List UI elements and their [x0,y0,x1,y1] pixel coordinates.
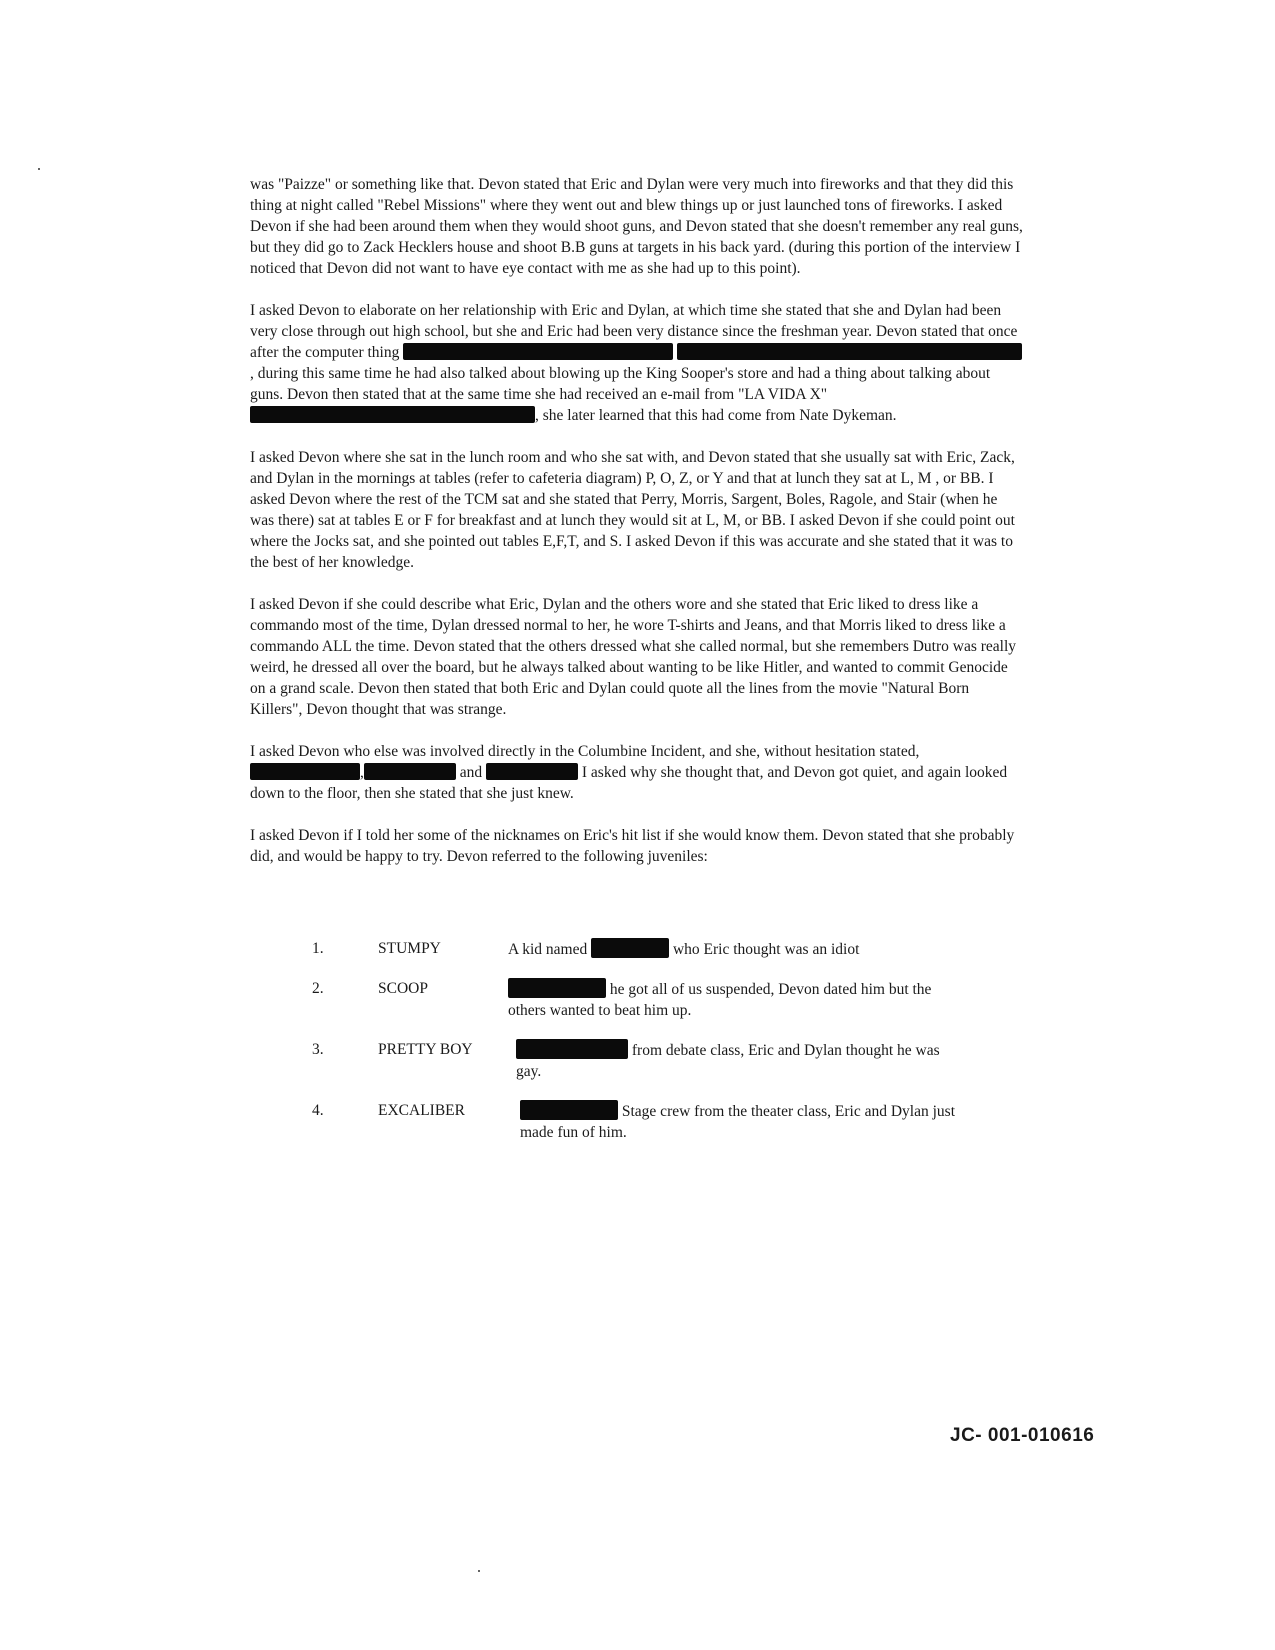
redaction-bar [591,938,669,958]
list-item-number: 1. [312,940,324,957]
redaction-bar [508,978,606,998]
relationship-text-a: I asked Devon to elaborate on her relationship with Eric and Dylan, at which time she stated that she and Dylan had been very close through out high school, but she and Eric had been very distance since the freshman year. Devon stated that once after the computer thing [250,302,1018,361]
list-item-nickname: PRETTY BOY [378,1041,473,1058]
involvement-and: and [459,764,483,781]
paragraph-relationship [250,300,1025,426]
redaction-bar [486,763,578,780]
scan-speck [38,168,40,170]
list-item-nickname: STUMPY [378,940,441,957]
paragraph-nicknames: I asked Devon if I told her some of the nicknames on Eric's hit list if she would know them. Devon stated that she probably did, and would be happy to try. Devon referred to the following juveniles: [250,827,1015,865]
redaction-bar [516,1039,628,1059]
bates-number: JC- 001-010616 [950,1425,1095,1446]
report-body [250,174,1025,888]
relationship-text-b: , during this same time he had also talked about blowing up the King Sooper's store and had a thing about talking about guns. Devon then stated that at the same time she had received an e-mail from "LA VIDA X" [250,365,991,403]
list-item-number: 2. [312,980,324,997]
list-item-description: he got all of us suspended, Devon dated him but the others wanted to beat him up. [508,978,1008,1021]
involvement-text-b: I asked why she thought that, and Devon got quiet, and again looked down to the floor, then she stated that she just knew. [250,764,1008,802]
involvement-text-a: I asked Devon who else was involved directly in the Columbine Incident, and she, without hesitation stated, [250,743,920,760]
redaction-bar [403,343,673,360]
paragraph-clothing: I asked Devon if she could describe what Eric, Dylan and the others wore and she stated that Eric liked to dress like a commando most of the time, Dylan dressed normal to her, he wore T-shirts and Jeans, and that Morris liked to dress like a commando ALL the time. Devon stated that the others dressed what she called normal, but she remembers Dutro was really weird, he dressed all over the board, but he always talked about wanting to be like Hitler, and wanted to commit Genocide on a grand scale. Devon then stated that both Eric and Dylan could quote all the lines from the movie "Natural Born Killers", Devon thought that was strange. [250,596,1017,718]
list-item-nickname: EXCALIBER [378,1102,465,1119]
paragraph-lunch-room: I asked Devon where she sat in the lunch room and who she sat with, and Devon stated that she usually sat with Eric, Zack, and Dylan in the mornings at tables (refer to cafeteria diagram) P, O, Z, or Y and that at lunch they sat at L, M , or BB. I asked Devon where the rest of the TCM sat and she stated that Perry, Morris, Sargent, Boles, Ragole, and Stair (when he was there) sat at tables E or F for breakfast and at lunch they would sit at L, M, or BB. I asked Devon if she could point out where the Jocks sat, and she pointed out tables E,F,T, and S. I asked Devon if this was accurate and she stated that it was to the best of her knowledge. [250,449,1015,571]
paragraph-involvement [250,741,1025,804]
redaction-bar [250,406,535,423]
list-item-description: from debate class, Eric and Dylan thought he was gay. [516,1039,1016,1082]
redaction-bar [520,1100,618,1120]
redaction-bar [677,343,1022,360]
redaction-bar [364,763,456,780]
list-item-number: 4. [312,1102,324,1119]
paragraph-fireworks: was "Paizze" or something like that. Devon stated that Eric and Dylan were very much into fireworks and that they did this thing at night called "Rebel Missions" where they went out and blew things up or just launched tons of fireworks. I asked Devon if she had been around them when they would shoot guns, and Devon stated that she doesn't remember any real guns, but they did go to Zack Hecklers house and shoot B.B guns at targets in his back yard. (during this portion of the interview I noticed that Devon did not want to have eye contact with me as she had up to this point). [250,176,1023,277]
relationship-text-c: , she later learned that this had come from Nate Dykeman. [535,407,897,424]
scan-speck [478,1570,480,1572]
list-item-nickname: SCOOP [378,980,428,997]
list-item-number: 3. [312,1041,324,1058]
redaction-bar [250,763,360,780]
list-item-description: A kid named who Eric thought was an idiot [508,938,1008,960]
list-item-description: Stage crew from the theater class, Eric and Dylan just made fun of him. [520,1100,1020,1143]
involvement-comma: , [360,764,364,781]
